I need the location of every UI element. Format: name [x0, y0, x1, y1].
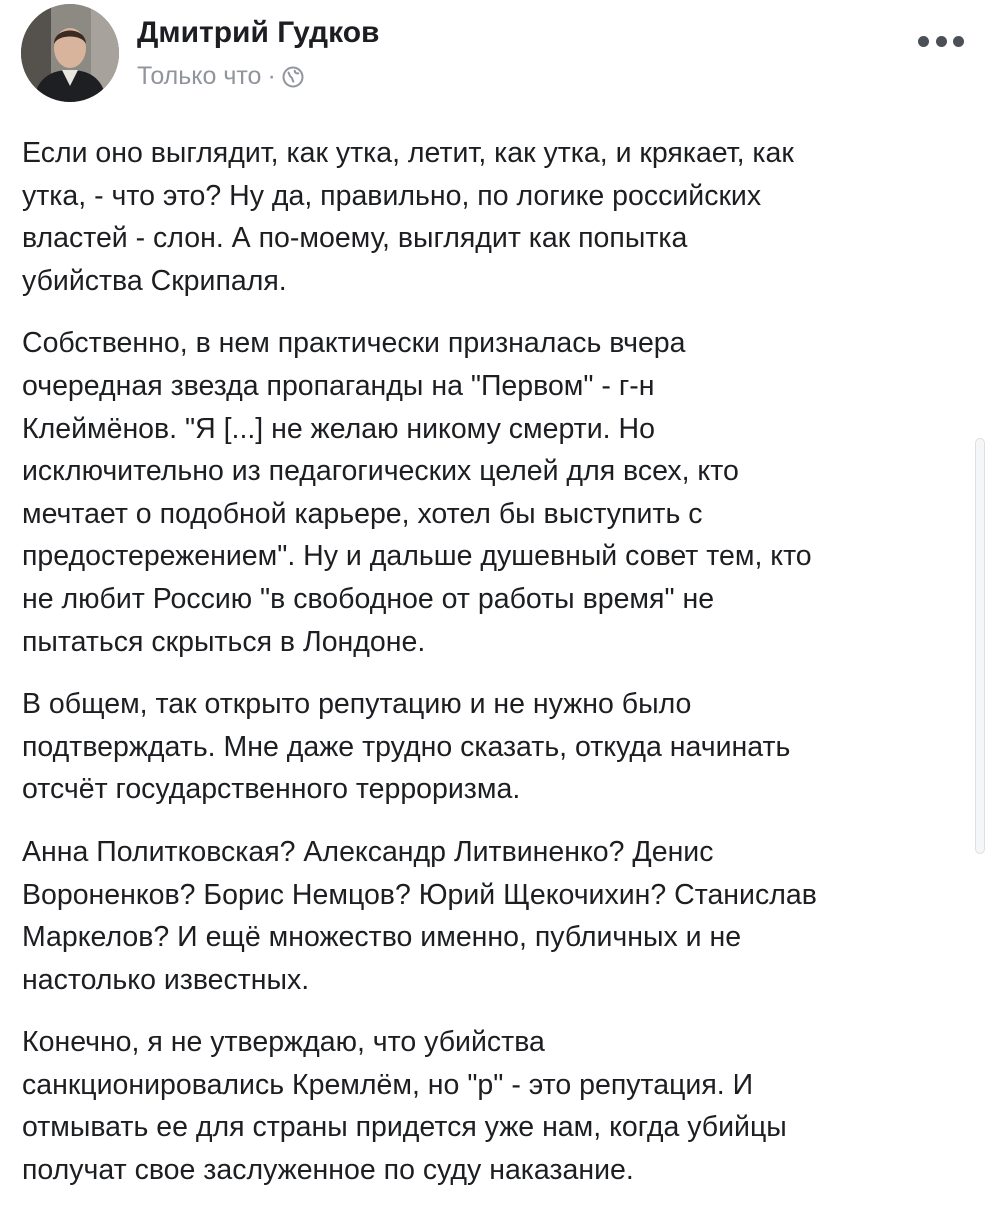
meta-separator: · [267, 62, 276, 90]
post-line: не любит Россию "в свободное от работы время" не [22, 582, 715, 615]
post-line: очередная звезда пропаганды на "Первом" - г-н [22, 369, 655, 402]
post-line: настолько известных. [22, 963, 310, 996]
more-dot [953, 36, 964, 47]
post-paragraph [22, 831, 970, 1001]
post-line: отмывать ее для страны придется уже нам, когда убийцы [22, 1111, 787, 1144]
post-header [0, 0, 987, 110]
post-line: Маркелов? И ещё множество именно, публичных и не [22, 921, 742, 954]
post-body [22, 132, 970, 1212]
post-line: санкционировались Кремлём, но "р" - это репутация. И [22, 1068, 754, 1101]
post-line: мечтает о подобной карьере, хотел бы выступить с [22, 497, 703, 530]
post-line: В общем, так открыто репутацию и не нужно было [22, 688, 692, 721]
author-name[interactable]: Дмитрий Гудков [137, 16, 380, 49]
more-dot [936, 36, 947, 47]
post-paragraph [22, 683, 970, 811]
more-options-icon[interactable] [918, 30, 964, 52]
post-line: утка, - что это? Ну да, правильно, по логике российских [22, 179, 762, 212]
post-paragraph [22, 132, 970, 302]
post-line: Если оно выглядит, как утка, летит, как утка, и крякает, как [22, 137, 794, 169]
post-line: Анна Политковская? Александр Литвиненко? Денис [22, 835, 714, 868]
post-line: исключительно из педагогических целей для всех, кто [22, 455, 739, 488]
post-paragraph [22, 1021, 970, 1191]
globe-icon[interactable] [282, 66, 304, 88]
post-line: отсчёт государственного терроризма. [22, 773, 521, 806]
post-line: Собственно, в нем практически призналась вчера [22, 327, 686, 360]
post-timestamp[interactable]: Только что [137, 62, 262, 90]
post-line: предостережением". Ну и дальше душевный совет тем, кто [22, 540, 812, 573]
post-line: Вороненков? Борис Немцов? Юрий Щекочихин? Станислав [22, 878, 817, 911]
post-meta [137, 62, 304, 91]
post-line: пытаться скрыться в Лондоне. [22, 625, 426, 658]
post-line: Клеймёнов. "Я [...] не желаю никому смерти. Но [22, 412, 655, 445]
author-avatar[interactable] [21, 4, 119, 102]
scrollbar[interactable] [975, 438, 985, 854]
post-line: получат свое заслуженное по суду наказание. [22, 1154, 634, 1187]
post-paragraph [22, 322, 970, 663]
post-line: властей - слон. А по-моему, выглядит как попытка [22, 222, 688, 255]
avatar-photo [21, 4, 119, 102]
post-line: подтверждать. Мне даже трудно сказать, откуда начинать [22, 730, 791, 763]
post-line: убийства Скрипаля. [22, 264, 287, 297]
more-dot [918, 36, 929, 47]
post-line: Конечно, я не утверждаю, что убийства [22, 1026, 545, 1059]
